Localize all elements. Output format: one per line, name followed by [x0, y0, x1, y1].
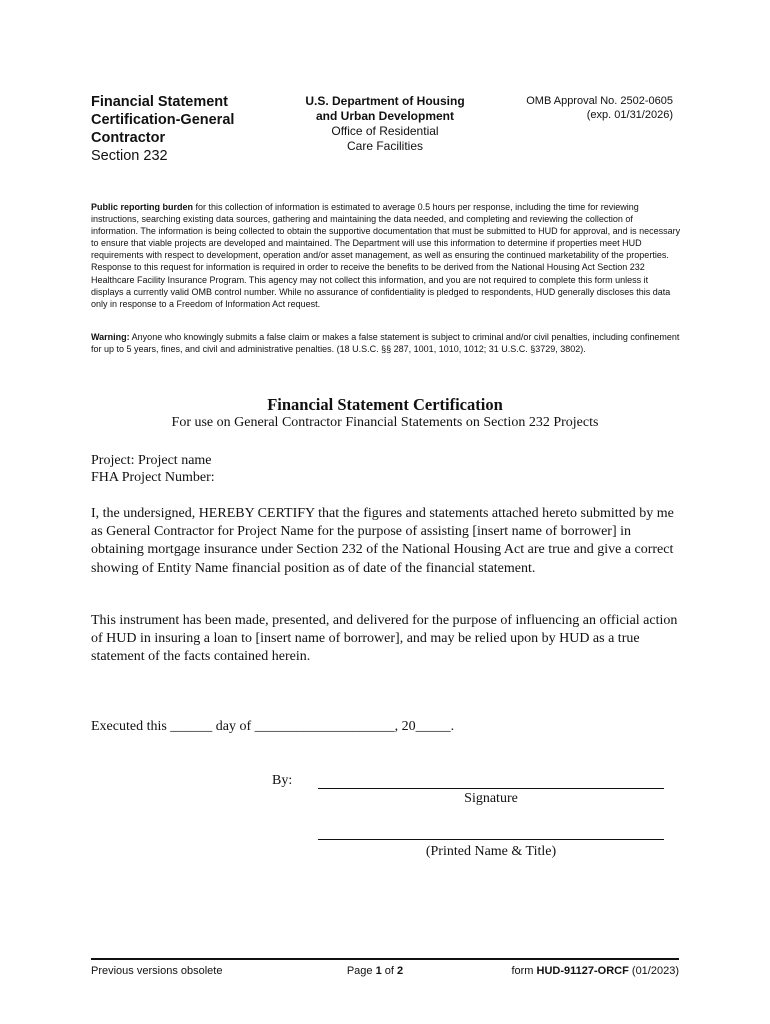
- certification-paragraph-1: I, the undersigned, HEREBY CERTIFY that the figures and statements attached hereto submitted by me as General Contractor for Project Name for the purpose of assisting [insert name of borrower] in obtaining mortgage insurance under Section 232 of the National Housing Act are true and give a correct showing of Entity Name financial position as of date of the financial statement.: [91, 506, 674, 576]
- form-number: HUD-91127-ORCF: [536, 965, 629, 977]
- burden-text: for this collection of information is estimated to average 0.5 hours per response, including the time for reviewing instructions, searching existing data sources, gathering and maintaining the data needed, and completing and reviewing the collection of information. The information is being collected to obtain the supportive documentation that must be submitted to HUD for approval, and is necessary to ensure that viable projects are developed and maintained. The Department will use this information to determine if properties meet HUD requirements with respect to development, operation and/or asset management, as well as ensuring the continued marketability of the properties. Response to this request for information is required in order to receive the benefits to be derived from the National Housing Act Section 232 Healthcare Facility Insurance Program. This agency may not collect this information, and you are not required to complete this form unless it displays a currently valid OMB control number. While no assurance of confidentiality is pledged to respondents, HUD generally discloses this data only in response to a Freedom of Information Act request.: [91, 202, 681, 309]
- fha-project-number: FHA Project Number:: [91, 470, 215, 485]
- warning-lead: Warning:: [91, 332, 130, 342]
- page-current: 1: [375, 965, 382, 977]
- form-prefix: form: [511, 965, 537, 977]
- certification-title: Financial Statement Certification: [267, 395, 503, 414]
- printed-name-title-label: (Printed Name & Title): [425, 844, 557, 859]
- by-label: By:: [272, 773, 293, 788]
- form-title-line-2: Certification-General: [91, 112, 235, 128]
- warning-text: Anyone who knowingly submits a false claim or makes a false statement is subject to criminal and/or civil penalties, including confinement for up to 5 years, fines, and civil and administrative penalties. (18 U.S.C. §§ 287, 1001, 1010, 1012; 31 U.S.C. §3729, 3802).: [91, 332, 680, 355]
- form-section: Section 232: [91, 148, 168, 164]
- omb-expiration: (exp. 01/31/2026): [586, 109, 673, 121]
- burden-statement: [91, 201, 681, 310]
- form-title-line-3: Contractor: [91, 130, 166, 146]
- printed-name-line[interactable]: [318, 839, 664, 840]
- footer-obsolete-note: Previous versions obsolete: [91, 965, 223, 977]
- certification-paragraph-2: This instrument has been made, presented, and delivered for the purpose of influencing an official action of HUD in insuring a loan to [insert name of borrower], and may be relied upon by HUD as a true statement of the facts contained herein.: [91, 613, 678, 665]
- footer-form-id: [470, 965, 679, 977]
- certification-subtitle: For use on General Contractor Financial Statements on Section 232 Projects: [171, 415, 599, 430]
- executed-date-line[interactable]: Executed this ______ day of ____________________, 20_____.: [91, 719, 455, 734]
- burden-lead: Public reporting burden: [91, 202, 194, 212]
- page-of: of: [381, 965, 398, 977]
- footer-page-number: [330, 965, 420, 977]
- agency-block: [290, 94, 480, 154]
- warning-statement: [91, 331, 681, 355]
- form-title-line-1: Financial Statement: [91, 94, 228, 110]
- agency-line-1: U.S. Department of Housing: [305, 94, 465, 108]
- form-date: (01/2023): [628, 965, 679, 977]
- agency-line-2: and Urban Development: [315, 109, 455, 123]
- project-info: [91, 452, 681, 486]
- form-title-block: [91, 93, 271, 165]
- page-total: 2: [397, 965, 404, 977]
- footer-divider: [91, 958, 679, 960]
- page-prefix: Page: [346, 965, 376, 977]
- office-line-1: Office of Residential: [331, 124, 439, 138]
- project-line: Project: Project name: [91, 453, 212, 468]
- omb-block: [480, 94, 673, 122]
- signature-label: Signature: [464, 791, 518, 806]
- office-line-2: Care Facilities: [346, 139, 424, 153]
- omb-approval: OMB Approval No. 2502-0605: [526, 95, 673, 107]
- signature-line[interactable]: [318, 788, 664, 789]
